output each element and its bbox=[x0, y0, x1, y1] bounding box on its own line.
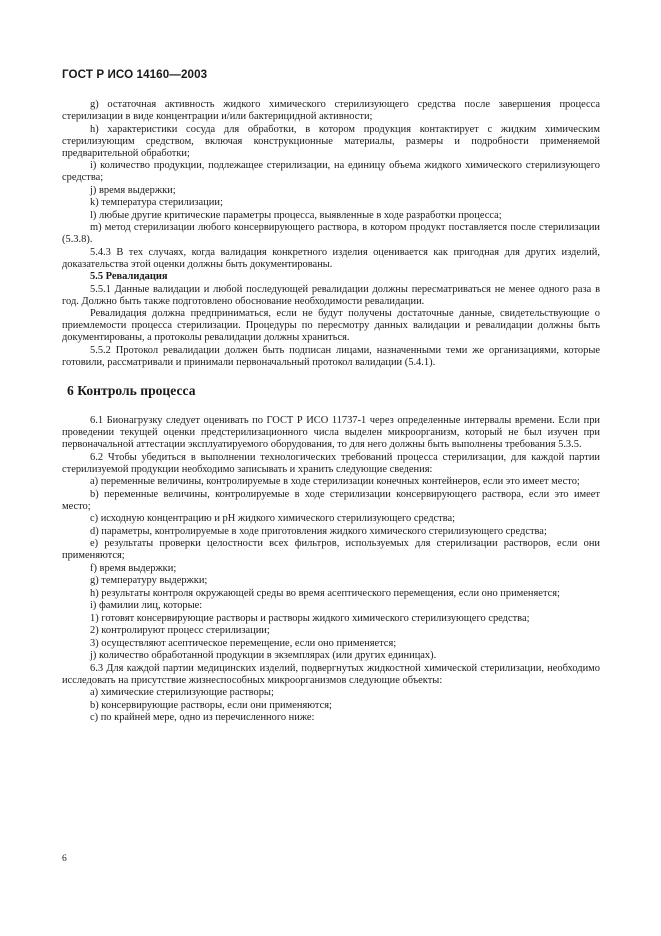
list-item-6-2-e: e) результаты проверки целостности всех фильтров, используемых для стерилизации растворов, если они применяются; bbox=[62, 538, 600, 562]
paragraph-item-k: k) температура стерилизации; bbox=[90, 197, 223, 209]
paragraph-item-m: m) метод стерилизации любого консервирующего раствора, в котором продукт поставляется после стерилизации (5.3.8). bbox=[62, 222, 600, 246]
paragraph-list-6 bbox=[62, 415, 600, 724]
subsection-heading-5-5: 5.5 Ревалидация bbox=[90, 271, 168, 283]
list-item-6-3-b: b) консервирующие растворы, если они применяются; bbox=[90, 699, 332, 711]
list-item-6-2-a: a) переменные величины, контролируемые в ходе стерилизации конечных контейнеров, если это имеет место; bbox=[90, 476, 580, 488]
paragraph-item-i: i) количество продукции, подлежащее стерилизации, на единицу объема жидкого химического стерилизующего средства; bbox=[62, 160, 600, 184]
paragraph-item-j: j) время выдержки; bbox=[90, 184, 176, 196]
paragraph-item-g: g) остаточная активность жидкого химического стерилизующего средства после завершения процесса стерилизации в виде концентрации и/или бактерицидной активности; bbox=[62, 99, 600, 123]
list-item-6-2-i: i) фамилии лиц, которые: bbox=[90, 600, 203, 612]
paragraph-6-3: 6.3 Для каждой партии медицинских изделий, подвергнутых жидкостной химической стерилизации, необходимо исследовать на присутствие жизнеспособных микроорганизмов следующие объекты: bbox=[62, 662, 600, 686]
list-item-6-2-h: h) результаты контроля окружающей среды во время асептического перемещения, если оно применяется; bbox=[90, 587, 560, 599]
list-item-6-3-a: a) химические стерилизующие растворы; bbox=[90, 687, 274, 699]
paragraph-6-2: 6.2 Чтобы убедиться в выполнении технологических требований процесса стерилизации, для каждой партии стерилизуемой продукции необходимо записывать и хранить следующие сведения: bbox=[62, 451, 600, 475]
section-heading-6: 6 Контроль процесса bbox=[67, 382, 196, 398]
paragraph-list-5-5 bbox=[62, 284, 600, 369]
paragraph-5-4-3: 5.4.3 В тех случаях, когда валидация конкретного изделия оценивается как пригодная для других изделий, доказательства этой оценки должны быть документированы. bbox=[62, 246, 600, 270]
page-number: 6 bbox=[62, 854, 67, 864]
list-item-6-2-i-3: 3) осуществляют асептическое перемещение, если оно применяется; bbox=[90, 637, 397, 649]
list-item-6-2-c: c) исходную концентрацию и pH жидкого химического стерилизующего средства; bbox=[90, 513, 456, 525]
document-page bbox=[62, 68, 600, 725]
list-item-6-2-i-1: 1) готовят консервирующие растворы и растворы жидкого химического стерилизующего средства; bbox=[90, 612, 530, 624]
paragraph-6-1: 6.1 Бионагрузку следует оценивать по ГОСТ Р ИСО 11737-1 через определенные интервалы времени. Если при проведении текущей оценки предстерилизационного числа выделен микроорганизм, который не был изучен при первоначальной аттестации эксплуатируемого оборудования, то для него должны быть выполнены требования 5.3.5. bbox=[62, 414, 600, 451]
paragraph-list-5-4 bbox=[62, 99, 600, 271]
paragraph-revalidation: Ревалидация должна предприниматься, если не будут получены достаточные данные, свидетельствующие о приемлемости процесса стерилизации. Процедуры по пересмотру данных валидации и ревалидации должны быть документированы, а протоколы ревалидации должны храниться. bbox=[62, 308, 600, 344]
paragraph-item-h: h) характеристики сосуда для обработки, в котором продукция контактирует с жидким химическим стерилизующим средством, включая конструкционные материалы, размеры и подробности применяемой предварительной обработки; bbox=[62, 123, 600, 159]
document-code-header: ГОСТ Р ИСО 14160—2003 bbox=[62, 68, 208, 81]
list-item-6-3-c: c) по крайней мере, одно из перечисленного ниже: bbox=[90, 712, 315, 724]
list-item-6-2-j: j) количество обработанной продукции в экземплярах (или других единицах). bbox=[90, 650, 437, 662]
paragraph-item-l: l) любые другие критические параметры процесса, выявленные в ходе разработки процесса; bbox=[90, 209, 502, 221]
list-item-6-2-f: f) время выдержки; bbox=[90, 562, 177, 574]
paragraph-5-5-1: 5.5.1 Данные валидации и любой последующей ревалидации должны пересматриваться не менее одного раза в год. Должно быть также подготовлено обоснование необходимости ревалидации. bbox=[62, 283, 600, 307]
list-item-6-2-b: b) переменные величины, контролируемые в ходе стерилизации консервирующего раствора, если это имеет место; bbox=[62, 488, 600, 512]
list-item-6-2-i-2: 2) контролируют процесс стерилизации; bbox=[90, 625, 270, 637]
list-item-6-2-g: g) температуру выдержки; bbox=[90, 575, 208, 587]
paragraph-5-5-2: 5.5.2 Протокол ревалидации должен быть подписан лицами, назначенными теми же организациями, которые готовили, рассматривали и принимали первоначальный протокол валидации (5.4.1). bbox=[62, 344, 600, 368]
list-item-6-2-d: d) параметры, контролируемые в ходе приготовления жидкого химического стерилизующего средства; bbox=[90, 525, 547, 537]
